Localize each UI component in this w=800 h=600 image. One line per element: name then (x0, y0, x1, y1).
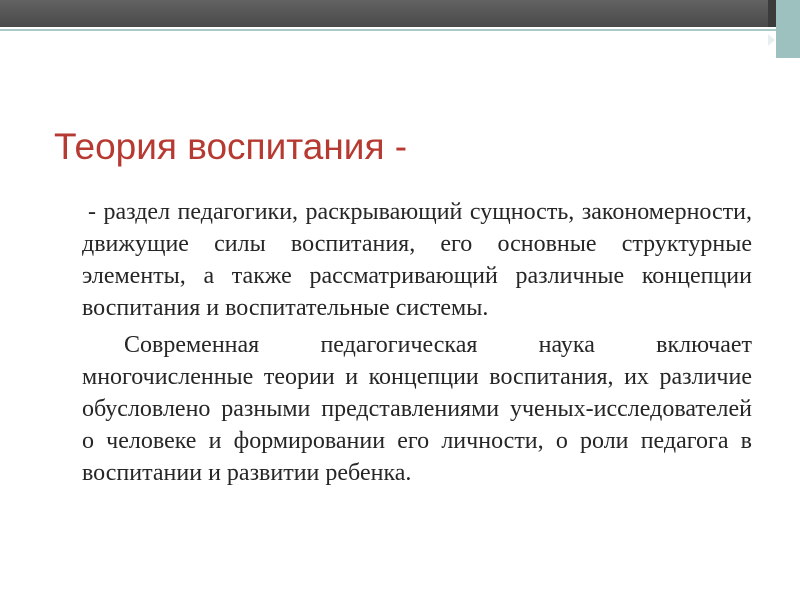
triangle-arrow-icon (768, 34, 775, 46)
definition-paragraph: - раздел педагогики, раскрывающий сущность, закономерности, движущие силы воспитания, его основные структурные элементы, а также рассматривающий различные концепции воспитания и воспитательные системы. (82, 199, 752, 321)
corner-tab (776, 0, 800, 58)
slide-title: Теория воспитания - (54, 126, 408, 167)
slide-body (82, 196, 752, 489)
accent-line (0, 29, 800, 31)
description-paragraph: Современная педагогическая наука включает многочисленные теории и концепции воспитания, их различие обусловлено разными представлениями ученых-исследователей о человеке и формировании его личности, о роли педагога в воспитании и развитии ребенка. (82, 332, 752, 486)
top-decor-bar (0, 0, 800, 27)
